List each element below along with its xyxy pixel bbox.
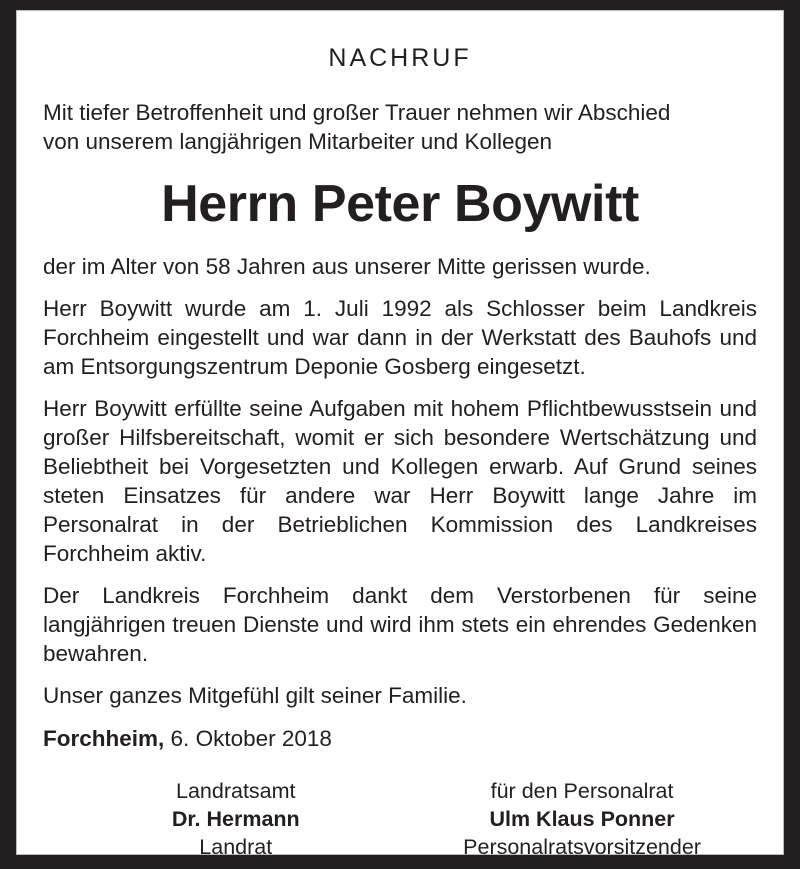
intro-line-2: von unserem langjährigen Mitarbeiter und Kollegen bbox=[43, 128, 553, 154]
signature-role: Personalratsvorsitzender bbox=[463, 834, 701, 855]
signature-landratsamt bbox=[64, 777, 407, 856]
signature-block bbox=[43, 777, 757, 856]
signature-name: Dr. Hermann bbox=[171, 806, 300, 831]
paragraph-condolence: Unser ganzes Mitgefühl gilt seiner Familie. bbox=[43, 682, 467, 708]
signature-name: Ulm Klaus Ponner bbox=[489, 806, 675, 831]
age-line: der im Alter von 58 Jahren aus unserer Mitte gerissen wurde. bbox=[43, 253, 651, 279]
notice-content bbox=[43, 11, 757, 854]
notice-title: NACHRUF bbox=[328, 44, 472, 72]
signature-org: Landratsamt bbox=[176, 778, 296, 803]
intro-line-1: Mit tiefer Betroffenheit und großer Trauer nehmen wir Abschied bbox=[43, 99, 671, 125]
dateline-city: Forchheim, bbox=[43, 725, 165, 751]
signature-org: für den Personalrat bbox=[490, 778, 674, 803]
dateline bbox=[43, 724, 757, 753]
notice-card bbox=[16, 10, 784, 855]
deceased-name: Herrn Peter Boywitt bbox=[161, 174, 639, 233]
paragraph-character: Herr Boywitt erfüllte seine Aufgaben mit hohem Pflichtbewusstsein und großer Hilfsbereitschaft, womit er sich besondere Wertschätzung und Beliebtheit bei Vorgesetzten und Kollegen erwarb. Auf Grund seines steten Einsatzes für andere war Herr Boywitt lange Jahre im Personalrat in der Betrieblichen Kommission des Landkreises Forchheim aktiv. bbox=[43, 395, 757, 566]
dateline-date: 6. Oktober 2018 bbox=[170, 725, 332, 751]
paragraph-thanks: Der Landkreis Forchheim dankt dem Verstorbenen für seine langjährigen treuen Dienste und wird ihm stets ein ehrendes Gedenken bewahren. bbox=[43, 582, 757, 666]
paragraph-employment: Herr Boywitt wurde am 1. Juli 1992 als Schlosser beim Landkreis Forchheim eingestellt und war dann in der Werkstatt des Bauhofs und am Entsorgungszentrum Deponie Gosberg eingesetzt. bbox=[43, 295, 757, 379]
signature-personalrat bbox=[407, 777, 757, 856]
signature-role: Landrat bbox=[199, 834, 273, 855]
